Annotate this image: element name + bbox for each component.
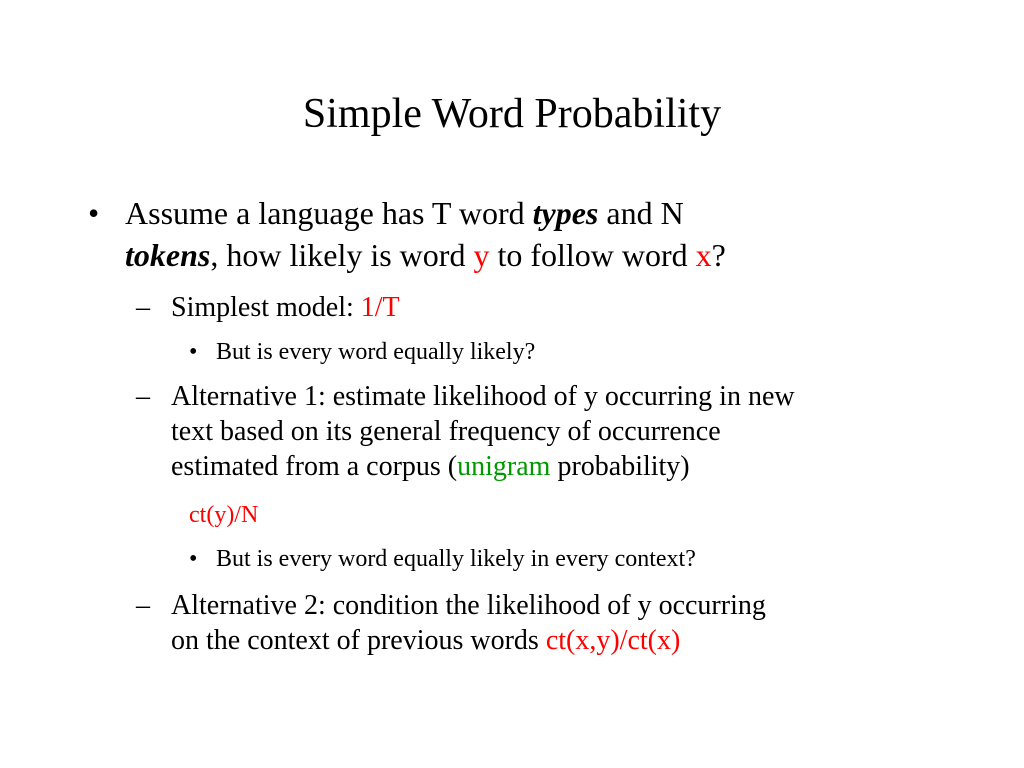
bullet-text: and N bbox=[598, 195, 684, 231]
dash-marker: – bbox=[136, 292, 150, 323]
point-text: But is every word equally likely? bbox=[216, 339, 536, 365]
point-every-context bbox=[189, 543, 936, 575]
sub-bullet-text: on the context of previous words bbox=[171, 625, 546, 656]
bullet-text: ? bbox=[711, 237, 726, 273]
slide-title: Simple Word Probability bbox=[302, 91, 722, 137]
formula-uniform: 1/T bbox=[360, 292, 400, 323]
bullet-line-1 bbox=[125, 192, 905, 234]
emphasis-tokens: tokens bbox=[125, 237, 211, 273]
bullet-text: Assume a language has T word bbox=[125, 195, 533, 231]
bullet-text: to follow word bbox=[489, 237, 696, 273]
dash-marker: – bbox=[136, 590, 150, 621]
sub-bullet-text: Simplest model: bbox=[171, 292, 361, 323]
sub-bullet-simplest-model bbox=[136, 290, 941, 325]
sub-bullet-line: Alternative 1: estimate likelihood of y occurring in new bbox=[171, 381, 795, 412]
variable-y: y bbox=[473, 237, 490, 273]
term-unigram: unigram bbox=[457, 451, 551, 482]
sub-bullet-line: text based on its general frequency of occurrence bbox=[171, 416, 721, 447]
dash-marker: – bbox=[136, 381, 150, 412]
formula-unigram: ct(y)/N bbox=[189, 502, 259, 528]
sub-bullet-line bbox=[171, 623, 941, 658]
point-text: But is every word equally likely in every context? bbox=[216, 546, 696, 572]
dot-marker: • bbox=[189, 546, 198, 572]
sub-bullet-alternative-1 bbox=[136, 379, 941, 484]
bullet-text: , how likely is word bbox=[210, 237, 474, 273]
bullet-line-2 bbox=[125, 234, 905, 276]
variable-x: x bbox=[695, 237, 712, 273]
sub-bullet-text: estimated from a corpus ( bbox=[171, 451, 458, 482]
sub-bullet-line: Alternative 2: condition the likelihood of y occurring bbox=[171, 590, 766, 621]
bullet-assume-language bbox=[88, 192, 905, 276]
sub-bullet-text: probability) bbox=[550, 451, 690, 482]
sub-bullet-line bbox=[171, 449, 941, 484]
formula-bigram: ct(x,y)/ct(x) bbox=[545, 625, 681, 656]
emphasis-types: types bbox=[532, 195, 599, 231]
bullet-marker: • bbox=[88, 195, 100, 231]
point-equally-likely bbox=[189, 336, 936, 368]
dot-marker: • bbox=[189, 339, 198, 365]
sub-bullet-alternative-2 bbox=[136, 588, 941, 658]
